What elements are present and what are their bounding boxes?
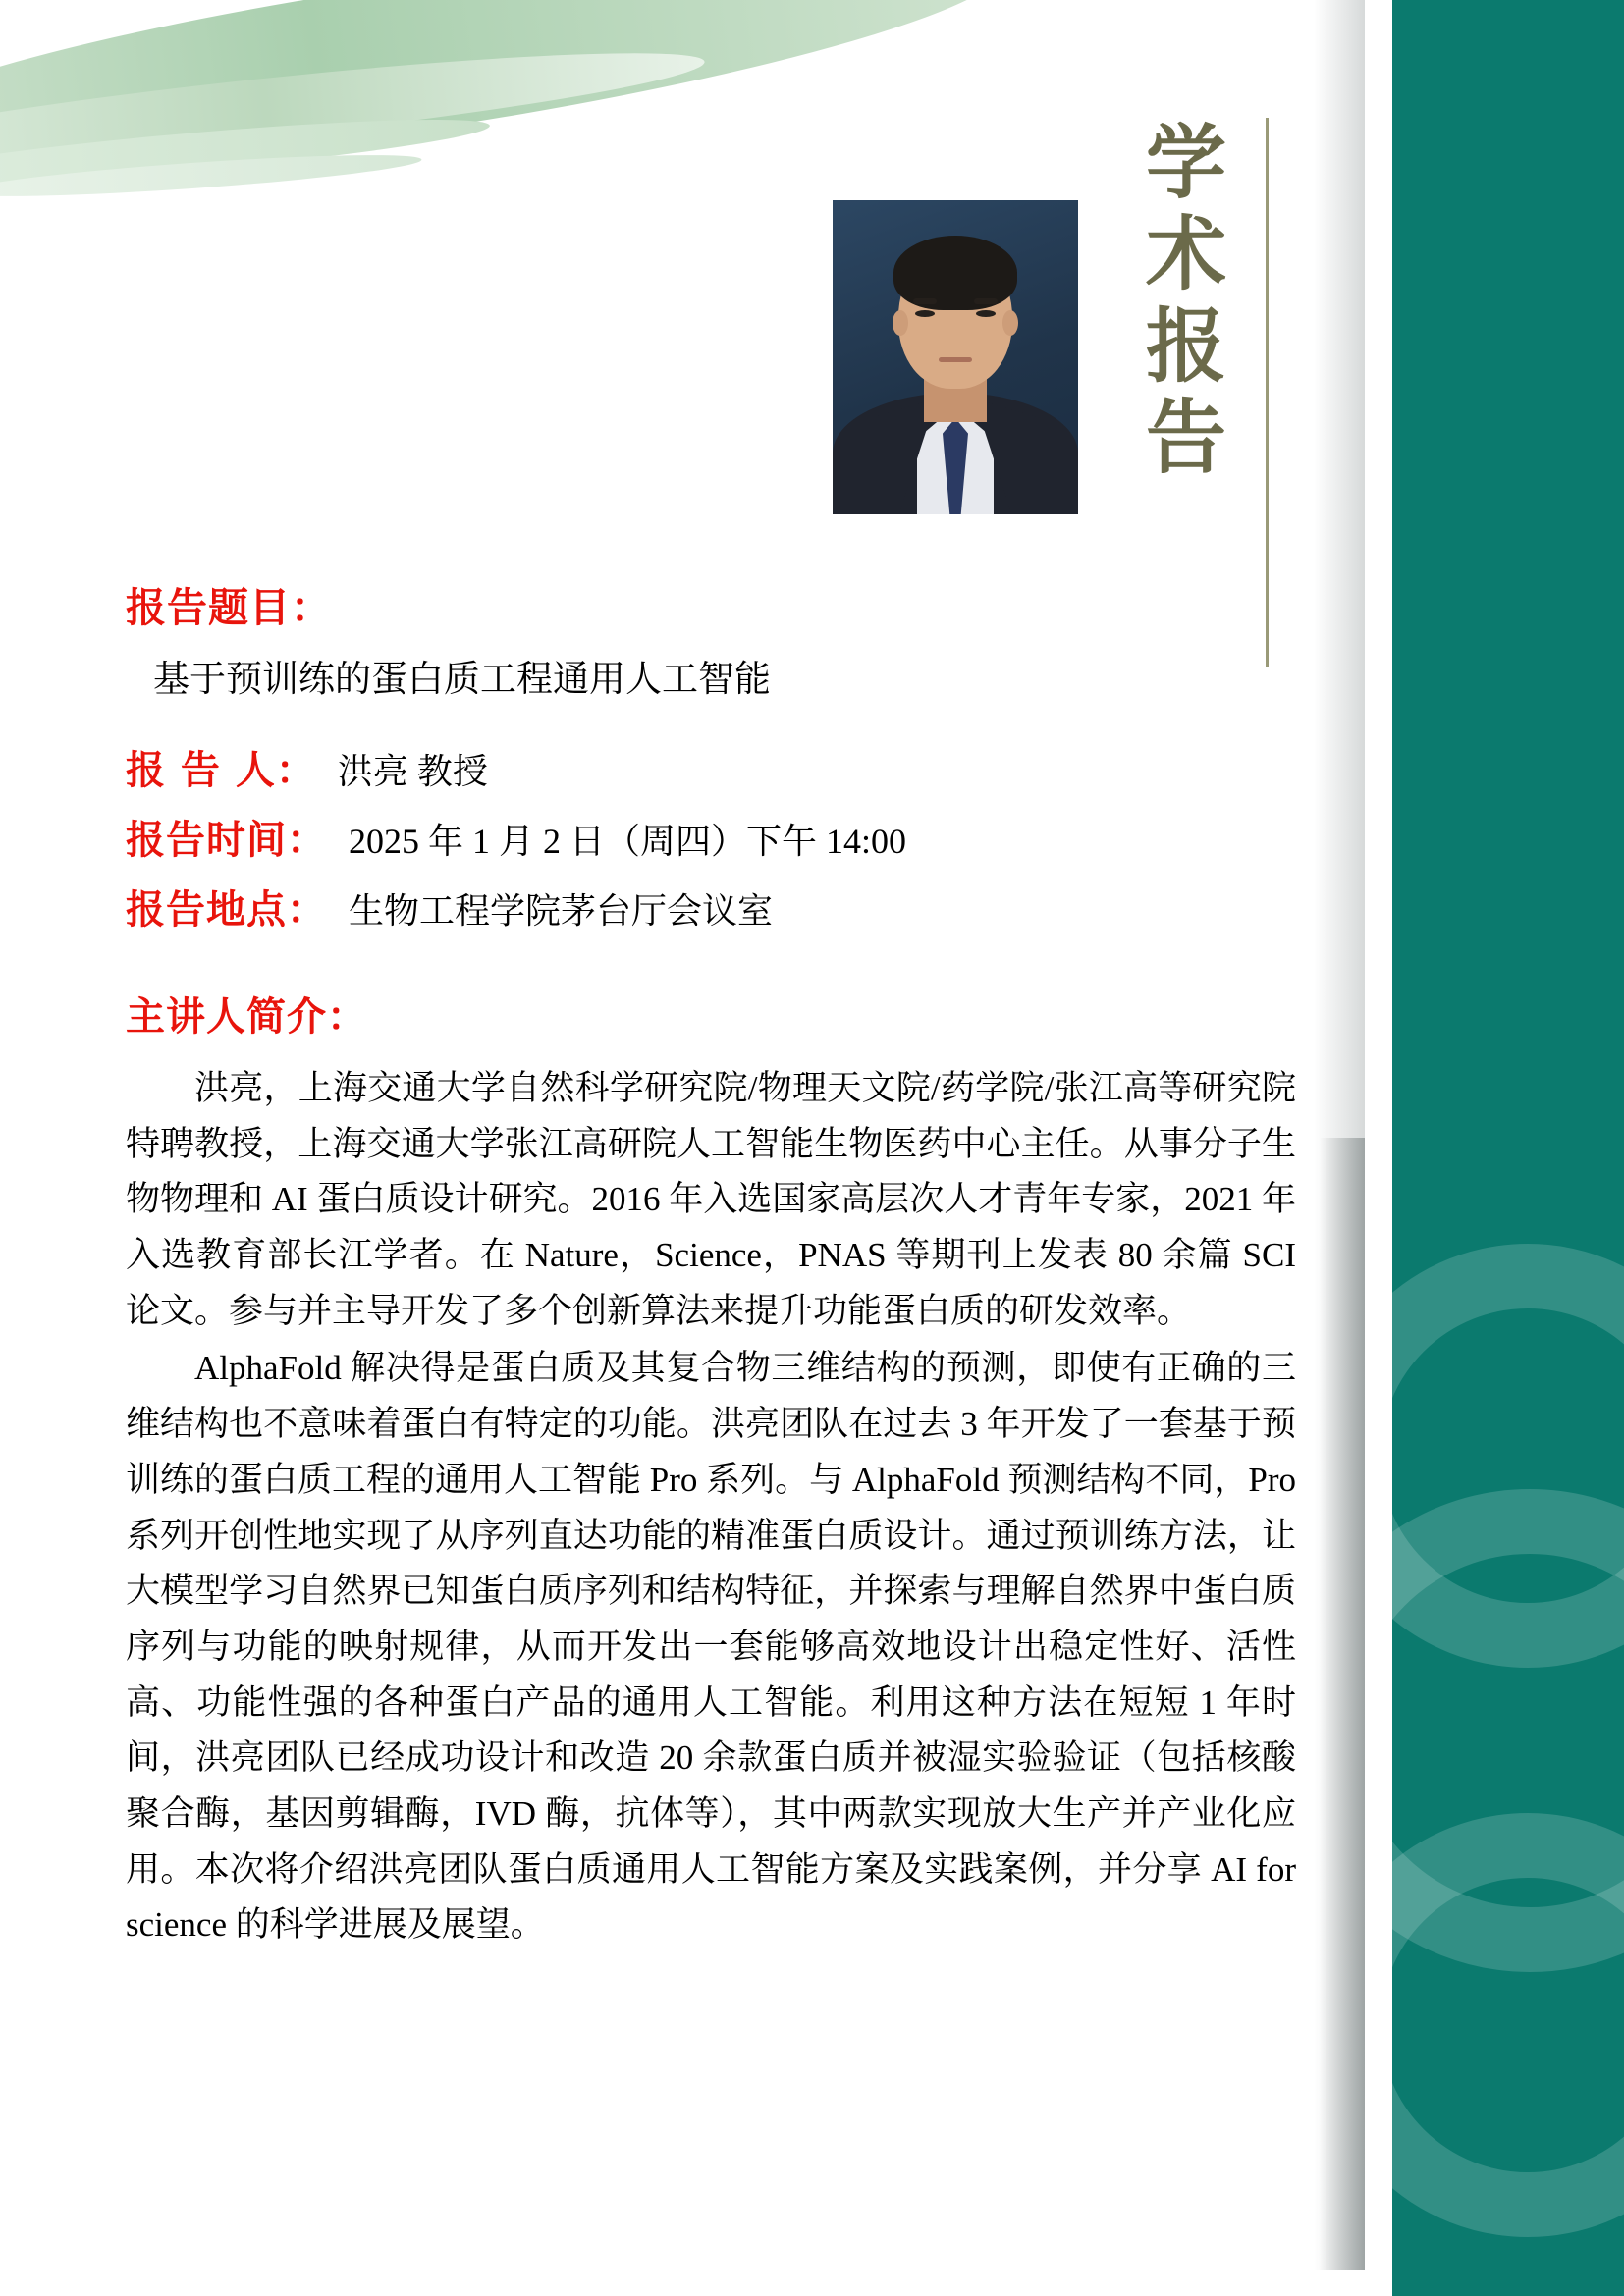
portrait-eye-right <box>976 310 996 317</box>
speaker-portrait <box>833 200 1078 514</box>
bio-heading-row <box>126 986 1296 1041</box>
topic-label-row <box>126 575 1296 633</box>
band-swirl-3 <box>1365 1813 1624 2237</box>
bio-paragraph-1: 洪亮，上海交通大学自然科学研究院/物理天文院/药学院/张江高等研究院特聘教授，上海交通大学张江高研院人工智能生物医药中心主任。从事分子生物物理和 AI 蛋白质设计研究。2016 年入选国家高层次人才青年专家，2021 年入选教育部长江学者。在 Nature，Science，PNAS 等期刊上发表 80 余篇 SCI 论文。参与并主导开发了多个创新算法来提升功能蛋白质的研发效率。 <box>126 1069 1296 1330</box>
band-white-gap <box>1365 0 1392 2296</box>
portrait-ear-left <box>893 310 908 336</box>
time-label: 报告时间： <box>126 818 327 863</box>
portrait-brow-left <box>913 298 937 304</box>
vertical-title <box>1123 118 1251 485</box>
speaker-label: 报 告 人： <box>126 748 316 793</box>
portrait-brow-right <box>974 298 998 304</box>
place-row <box>126 879 1296 934</box>
speaker-value: 洪亮 教授 <box>337 752 488 791</box>
portrait-eye-left <box>915 310 935 317</box>
bio-text <box>126 1061 1296 1953</box>
speaker-row <box>126 739 1296 795</box>
time-value: 2025 年 1 月 2 日（周四）下午 14:00 <box>349 822 907 861</box>
vertical-title-char-3: 报 <box>1145 298 1228 394</box>
bottom-white-strip <box>0 2270 1365 2296</box>
time-row <box>126 809 1296 865</box>
topic-label: 报告题目： <box>126 584 332 631</box>
vertical-title-char-1: 学 <box>1145 116 1228 210</box>
portrait-ear-right <box>1002 310 1018 336</box>
bio-paragraph-2: AlphaFold 解决得是蛋白质及其复合物三维结构的预测，即使有正确的三维结构也不意味着蛋白有特定的功能。洪亮团队在过去 3 年开发了一套基于预训练的蛋白质工程的通用人工智能 Pro 系列。与 AlphaFold 预测结构不同，Pro 系列开创性地实现了从序列直达功能的精准蛋白质设计。通过预训练方法，让大模型学习自然界已知蛋白质序列和结构特征，并探索与理解自然界中蛋白质序列与功能的映射规律，从而开发出一套能够高效地设计出稳定性好、活性高、功能性强的各种蛋白产品的通用人工智能。利用这种方法在短短 1 年时间，洪亮团队已经成功设计和改造 20 余款蛋白质并被湿实验验证（包括核酸聚合酶，基因剪辑酶，IVD 酶，抗体等），其中两款实现放大生产并产业化应用。本次将介绍洪亮团队蛋白质通用人工智能方案及实践案例，并分享 AI for science 的科学进展及展望。 <box>126 1349 1296 1945</box>
bio-label: 主讲人简介： <box>126 994 367 1040</box>
band-shadow-lower <box>1320 1138 1365 2296</box>
decorative-right-band <box>1365 0 1624 2296</box>
topic-value: 基于预训练的蛋白质工程通用人工智能 <box>153 660 771 700</box>
poster-content <box>126 575 1296 1955</box>
vertical-title-char-2: 术 <box>1145 207 1228 302</box>
portrait-mouth <box>939 357 972 362</box>
portrait-hair <box>893 236 1017 310</box>
place-label: 报告地点： <box>126 887 327 933</box>
vertical-title-char-4: 告 <box>1145 391 1228 486</box>
place-value: 生物工程学院茅台厅会议室 <box>349 891 774 931</box>
